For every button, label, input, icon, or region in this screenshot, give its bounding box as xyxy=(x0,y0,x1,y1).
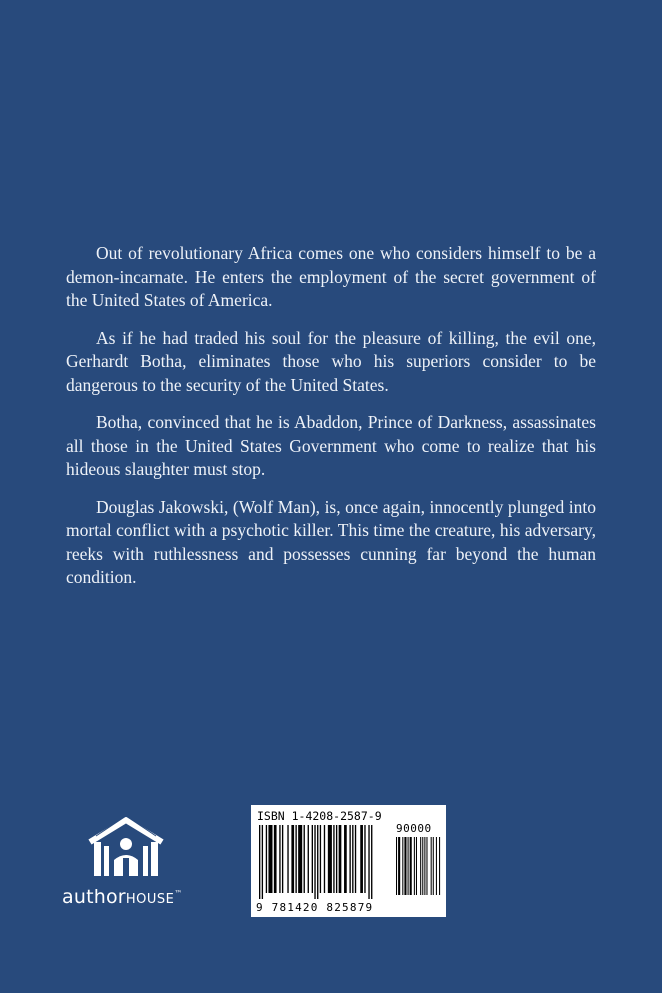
blurb-paragraph-4: Douglas Jakowski, (Wolf Man), is, once again, innocently plunged into mortal conflict with a psychotic killer. This time the creature, his adversary, reeks with ruthlessness and possesses cunning far beyond the human condition. xyxy=(66,496,596,587)
blurb-paragraph-1: Out of revolutionary Africa comes one who considers himself to be a demon-incarnate. He enters the employment of the secret government of the United States of America. xyxy=(66,243,596,310)
blurb-paragraph-3: Botha, convinced that he is Abaddon, Prince of Darkness, assassinates all those in the United States Government who come to realize that his hideous slaughter must stop. xyxy=(66,412,596,479)
isbn-barcode xyxy=(251,805,446,917)
publisher-name-house: HOUSE xyxy=(125,892,175,907)
isbn-label: ISBN 1-4208-2587-9 xyxy=(257,809,382,823)
trademark-symbol: ™ xyxy=(174,889,183,898)
blurb-paragraph-2: As if he had traded his soul for the pleasure of killing, the evil one, Gerhardt Botha, eliminates those who his superiors consider to be dangerous to the security of the United States. xyxy=(66,327,596,395)
price-code: 90000 xyxy=(396,822,432,835)
authorhouse-house-icon xyxy=(86,812,166,880)
publisher-name-author: author xyxy=(62,886,126,908)
barcode-addon-bars xyxy=(396,837,442,899)
back-cover-blurb xyxy=(66,242,596,604)
publisher-logo xyxy=(60,812,210,912)
ean-digits: 9 781420 825879 xyxy=(256,901,374,914)
publisher-name xyxy=(62,886,183,908)
barcode-main-bars xyxy=(259,825,391,901)
